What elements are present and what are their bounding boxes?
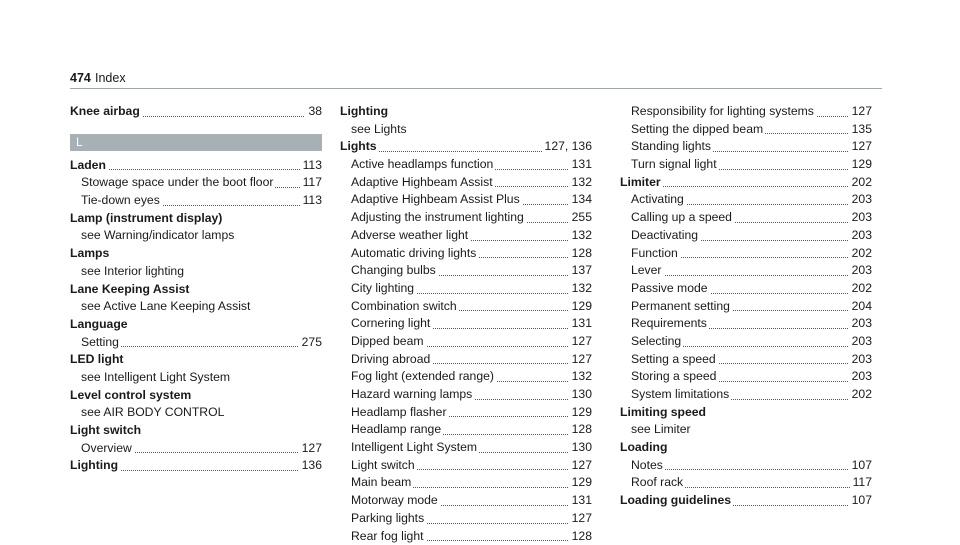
entry-text: see Limiter bbox=[631, 422, 693, 436]
entry-text: Adaptive Highbeam Assist bbox=[351, 175, 495, 189]
entry-text: Tie-down eyes bbox=[81, 193, 162, 207]
entry-text: Active headlamps function bbox=[351, 157, 495, 171]
page-reference[interactable]: 127 bbox=[569, 510, 592, 528]
index-subentry[interactable] bbox=[620, 262, 872, 280]
entry-text: see AIR BODY CONTROL bbox=[81, 405, 226, 419]
entry-text: Light switch bbox=[351, 458, 417, 472]
index-subentry[interactable] bbox=[340, 245, 592, 263]
index-subentry[interactable] bbox=[340, 528, 592, 545]
index-subentry[interactable] bbox=[340, 209, 592, 227]
page-reference[interactable]: 132 bbox=[569, 368, 592, 386]
entry-text: Selecting bbox=[631, 334, 683, 348]
index-subentry bbox=[620, 421, 872, 439]
index-entry bbox=[620, 439, 872, 457]
entry-text: Lamps bbox=[70, 246, 111, 260]
entry-text: Combination switch bbox=[351, 299, 459, 313]
index-subentry[interactable] bbox=[340, 315, 592, 333]
index-subentry bbox=[70, 298, 322, 316]
entry-text: Adaptive Highbeam Assist Plus bbox=[351, 192, 522, 206]
entry-text: Roof rack bbox=[631, 475, 685, 489]
index-subentry[interactable] bbox=[620, 474, 872, 492]
page-reference[interactable]: 202 bbox=[849, 280, 872, 298]
entry-text: Parking lights bbox=[351, 511, 426, 525]
page-reference[interactable]: 128 bbox=[569, 421, 592, 439]
page-number: 474 bbox=[70, 71, 91, 85]
index-subentry bbox=[340, 121, 592, 139]
page-reference[interactable]: 134 bbox=[569, 191, 592, 209]
entry-text: Limiter bbox=[620, 175, 663, 189]
page-reference[interactable]: 127 bbox=[569, 351, 592, 369]
index-subentry[interactable] bbox=[340, 404, 592, 422]
page-reference[interactable]: 117 bbox=[300, 174, 322, 192]
entry-text: Lighting bbox=[340, 104, 390, 118]
index-entry bbox=[70, 387, 322, 405]
entry-text: Adverse weather light bbox=[351, 228, 470, 242]
index-entry bbox=[70, 422, 322, 440]
index-subentry[interactable] bbox=[620, 227, 872, 245]
entry-text: Headlamp range bbox=[351, 422, 443, 436]
index-subentry[interactable] bbox=[340, 474, 592, 492]
index-subentry[interactable] bbox=[620, 156, 872, 174]
entry-text: City lighting bbox=[351, 281, 416, 295]
entry-text: Limiting speed bbox=[620, 405, 708, 419]
page-reference[interactable]: 203 bbox=[849, 351, 872, 369]
entry-text: Hazard warning lamps bbox=[351, 387, 474, 401]
index-entry bbox=[70, 210, 322, 228]
entry-text: Setting bbox=[81, 335, 121, 349]
page-reference[interactable]: 127 bbox=[569, 333, 592, 351]
section-spacer bbox=[70, 121, 322, 131]
index-entry bbox=[70, 281, 322, 299]
index-subentry bbox=[70, 227, 322, 245]
page-reference[interactable]: 129 bbox=[849, 156, 872, 174]
index-subentry[interactable] bbox=[340, 421, 592, 439]
entry-text: Lights bbox=[340, 139, 379, 153]
page-reference[interactable]: 131 bbox=[569, 315, 592, 333]
page-reference[interactable]: 132 bbox=[569, 227, 592, 245]
entry-text: Responsibility for lighting systems bbox=[631, 104, 816, 118]
page-reference[interactable]: 203 bbox=[849, 209, 872, 227]
page-reference[interactable]: 135 bbox=[849, 121, 872, 139]
index-subentry[interactable] bbox=[340, 227, 592, 245]
page-reference[interactable]: 127 bbox=[569, 457, 592, 475]
entry-text: Loading guidelines bbox=[620, 493, 733, 507]
index-entry bbox=[70, 316, 322, 334]
index-subentry[interactable] bbox=[620, 138, 872, 156]
entry-text: Lamp (instrument display) bbox=[70, 211, 224, 225]
index-entry[interactable] bbox=[340, 138, 592, 156]
index-subentry[interactable] bbox=[620, 191, 872, 209]
entry-text: see Intelligent Light System bbox=[81, 370, 232, 384]
page-reference[interactable]: 131 bbox=[569, 156, 592, 174]
page-reference[interactable]: 131 bbox=[569, 492, 592, 510]
page-reference[interactable]: 202 bbox=[849, 245, 872, 263]
entry-text: Rear fog light bbox=[351, 529, 426, 543]
entry-text: Permanent setting bbox=[631, 299, 732, 313]
index-subentry bbox=[70, 369, 322, 387]
index-subentry bbox=[70, 404, 322, 422]
page-reference[interactable]: 127 bbox=[849, 138, 872, 156]
page-reference[interactable]: 203 bbox=[849, 368, 872, 386]
index-subentry[interactable] bbox=[70, 440, 322, 458]
page-reference[interactable]: 130 bbox=[569, 386, 592, 404]
page-reference[interactable]: 202 bbox=[849, 174, 872, 192]
entry-text: Deactivating bbox=[631, 228, 700, 242]
section-letter-bar: L bbox=[70, 134, 322, 151]
index-subentry[interactable] bbox=[340, 280, 592, 298]
index-entry[interactable] bbox=[70, 157, 322, 175]
entry-text: Turn signal light bbox=[631, 157, 719, 171]
index-subentry[interactable] bbox=[70, 192, 322, 210]
page-reference[interactable]: 107 bbox=[849, 457, 872, 475]
index-entry[interactable] bbox=[70, 103, 322, 121]
entry-text: Lever bbox=[631, 263, 664, 277]
entry-text: Setting the dipped beam bbox=[631, 122, 765, 136]
index-subentry[interactable] bbox=[620, 351, 872, 369]
index-entry[interactable] bbox=[620, 174, 872, 192]
entry-text: Cornering light bbox=[351, 316, 432, 330]
index-subentry[interactable] bbox=[340, 368, 592, 386]
header-rule bbox=[70, 88, 882, 89]
page-reference[interactable]: 132 bbox=[569, 174, 592, 192]
index-subentry[interactable] bbox=[620, 298, 872, 316]
page-reference[interactable]: 136 bbox=[299, 457, 322, 475]
entry-text: Function bbox=[631, 246, 680, 260]
entry-text: Knee airbag bbox=[70, 104, 142, 118]
index-entry bbox=[340, 103, 592, 121]
index-subentry[interactable] bbox=[620, 333, 872, 351]
entry-text: Lighting bbox=[70, 458, 120, 472]
index-subentry[interactable] bbox=[340, 510, 592, 528]
index-subentry[interactable] bbox=[340, 156, 592, 174]
page-reference[interactable]: 117 bbox=[850, 474, 872, 492]
page-reference[interactable]: 38 bbox=[305, 103, 322, 121]
entry-text: Storing a speed bbox=[631, 369, 718, 383]
entry-text: Standing lights bbox=[631, 139, 713, 153]
page-reference[interactable]: 129 bbox=[569, 474, 592, 492]
page-reference[interactable]: 113 bbox=[300, 192, 322, 210]
page-reference[interactable]: 203 bbox=[849, 262, 872, 280]
index-subentry[interactable] bbox=[340, 492, 592, 510]
entry-text: Lane Keeping Assist bbox=[70, 282, 191, 296]
entry-text: Laden bbox=[70, 158, 108, 172]
index-subentry[interactable] bbox=[340, 191, 592, 209]
index-subentry[interactable] bbox=[70, 334, 322, 352]
index-subentry[interactable] bbox=[340, 174, 592, 192]
index-subentry[interactable] bbox=[340, 262, 592, 280]
page-header bbox=[70, 71, 880, 87]
page-reference[interactable]: 127 bbox=[299, 440, 322, 458]
entry-text: Requirements bbox=[631, 316, 709, 330]
index-column-1 bbox=[70, 103, 322, 475]
entry-text: Fog light (extended range) bbox=[351, 369, 496, 383]
page-reference[interactable]: 129 bbox=[569, 404, 592, 422]
index-subentry[interactable] bbox=[340, 333, 592, 351]
page-reference[interactable]: 203 bbox=[849, 333, 872, 351]
page-reference[interactable]: 203 bbox=[849, 227, 872, 245]
page-reference[interactable]: 203 bbox=[849, 191, 872, 209]
index-subentry[interactable] bbox=[620, 209, 872, 227]
index-column-3 bbox=[620, 103, 872, 510]
header-title: Index bbox=[95, 71, 126, 85]
page-reference[interactable]: 255 bbox=[569, 209, 592, 227]
entry-text: Loading bbox=[620, 440, 669, 454]
page-reference[interactable]: 127, 136 bbox=[542, 138, 592, 156]
index-entry bbox=[70, 245, 322, 263]
index-subentry[interactable] bbox=[70, 174, 322, 192]
index-subentry bbox=[70, 263, 322, 281]
entry-text: System limitations bbox=[631, 387, 731, 401]
page-reference[interactable]: 129 bbox=[569, 298, 592, 316]
index-entry bbox=[620, 404, 872, 422]
page-reference[interactable]: 203 bbox=[849, 315, 872, 333]
index-entry bbox=[70, 351, 322, 369]
index-entry[interactable] bbox=[620, 492, 872, 510]
page-reference[interactable]: 137 bbox=[569, 262, 592, 280]
index-subentry[interactable] bbox=[340, 298, 592, 316]
entry-text: Notes bbox=[631, 458, 665, 472]
entry-text: Passive mode bbox=[631, 281, 710, 295]
entry-text: see Lights bbox=[351, 122, 409, 136]
entry-text: LED light bbox=[70, 352, 125, 366]
entry-text: see Active Lane Keeping Assist bbox=[81, 299, 252, 313]
page-reference[interactable]: 107 bbox=[849, 492, 872, 510]
page-reference[interactable]: 204 bbox=[849, 298, 872, 316]
index-subentry[interactable] bbox=[340, 386, 592, 404]
index-subentry[interactable] bbox=[620, 103, 872, 121]
index-subentry[interactable] bbox=[340, 457, 592, 475]
entry-text: Headlamp flasher bbox=[351, 405, 449, 419]
index-column-2 bbox=[340, 103, 592, 545]
entry-text: see Interior lighting bbox=[81, 264, 186, 278]
entry-text: Setting a speed bbox=[631, 352, 718, 366]
page-reference[interactable]: 202 bbox=[849, 386, 872, 404]
entry-text: Adjusting the instrument lighting bbox=[351, 210, 526, 224]
entry-text: Light switch bbox=[70, 423, 143, 437]
page-reference[interactable]: 113 bbox=[300, 157, 322, 175]
page-reference[interactable]: 130 bbox=[569, 439, 592, 457]
entry-text: Stowage space under the boot floor bbox=[81, 175, 275, 189]
entry-text: Main beam bbox=[351, 475, 413, 489]
index-subentry[interactable] bbox=[620, 121, 872, 139]
index-entry[interactable] bbox=[70, 457, 322, 475]
index-subentry[interactable] bbox=[620, 245, 872, 263]
entry-text: Motorway mode bbox=[351, 493, 440, 507]
entry-text: Intelligent Light System bbox=[351, 440, 479, 454]
index-subentry[interactable] bbox=[340, 351, 592, 369]
page-reference[interactable]: 128 bbox=[569, 528, 592, 545]
entry-text: Automatic driving lights bbox=[351, 246, 478, 260]
index-subentry[interactable] bbox=[340, 439, 592, 457]
entry-text: Language bbox=[70, 317, 130, 331]
entry-text: Level control system bbox=[70, 388, 193, 402]
page-reference[interactable]: 128 bbox=[569, 245, 592, 263]
entry-text: Driving abroad bbox=[351, 352, 432, 366]
entry-text: Calling up a speed bbox=[631, 210, 734, 224]
entry-text: see Warning/indicator lamps bbox=[81, 228, 236, 242]
page-reference[interactable]: 132 bbox=[569, 280, 592, 298]
entry-text: Overview bbox=[81, 441, 134, 455]
index-subentry[interactable] bbox=[620, 457, 872, 475]
page-reference[interactable]: 275 bbox=[299, 334, 322, 352]
entry-text: Dipped beam bbox=[351, 334, 426, 348]
page-reference[interactable]: 127 bbox=[849, 103, 872, 121]
index-subentry[interactable] bbox=[620, 368, 872, 386]
index-subentry[interactable] bbox=[620, 280, 872, 298]
entry-text: Changing bulbs bbox=[351, 263, 438, 277]
index-subentry[interactable] bbox=[620, 386, 872, 404]
entry-text: Activating bbox=[631, 192, 686, 206]
index-subentry[interactable] bbox=[620, 315, 872, 333]
